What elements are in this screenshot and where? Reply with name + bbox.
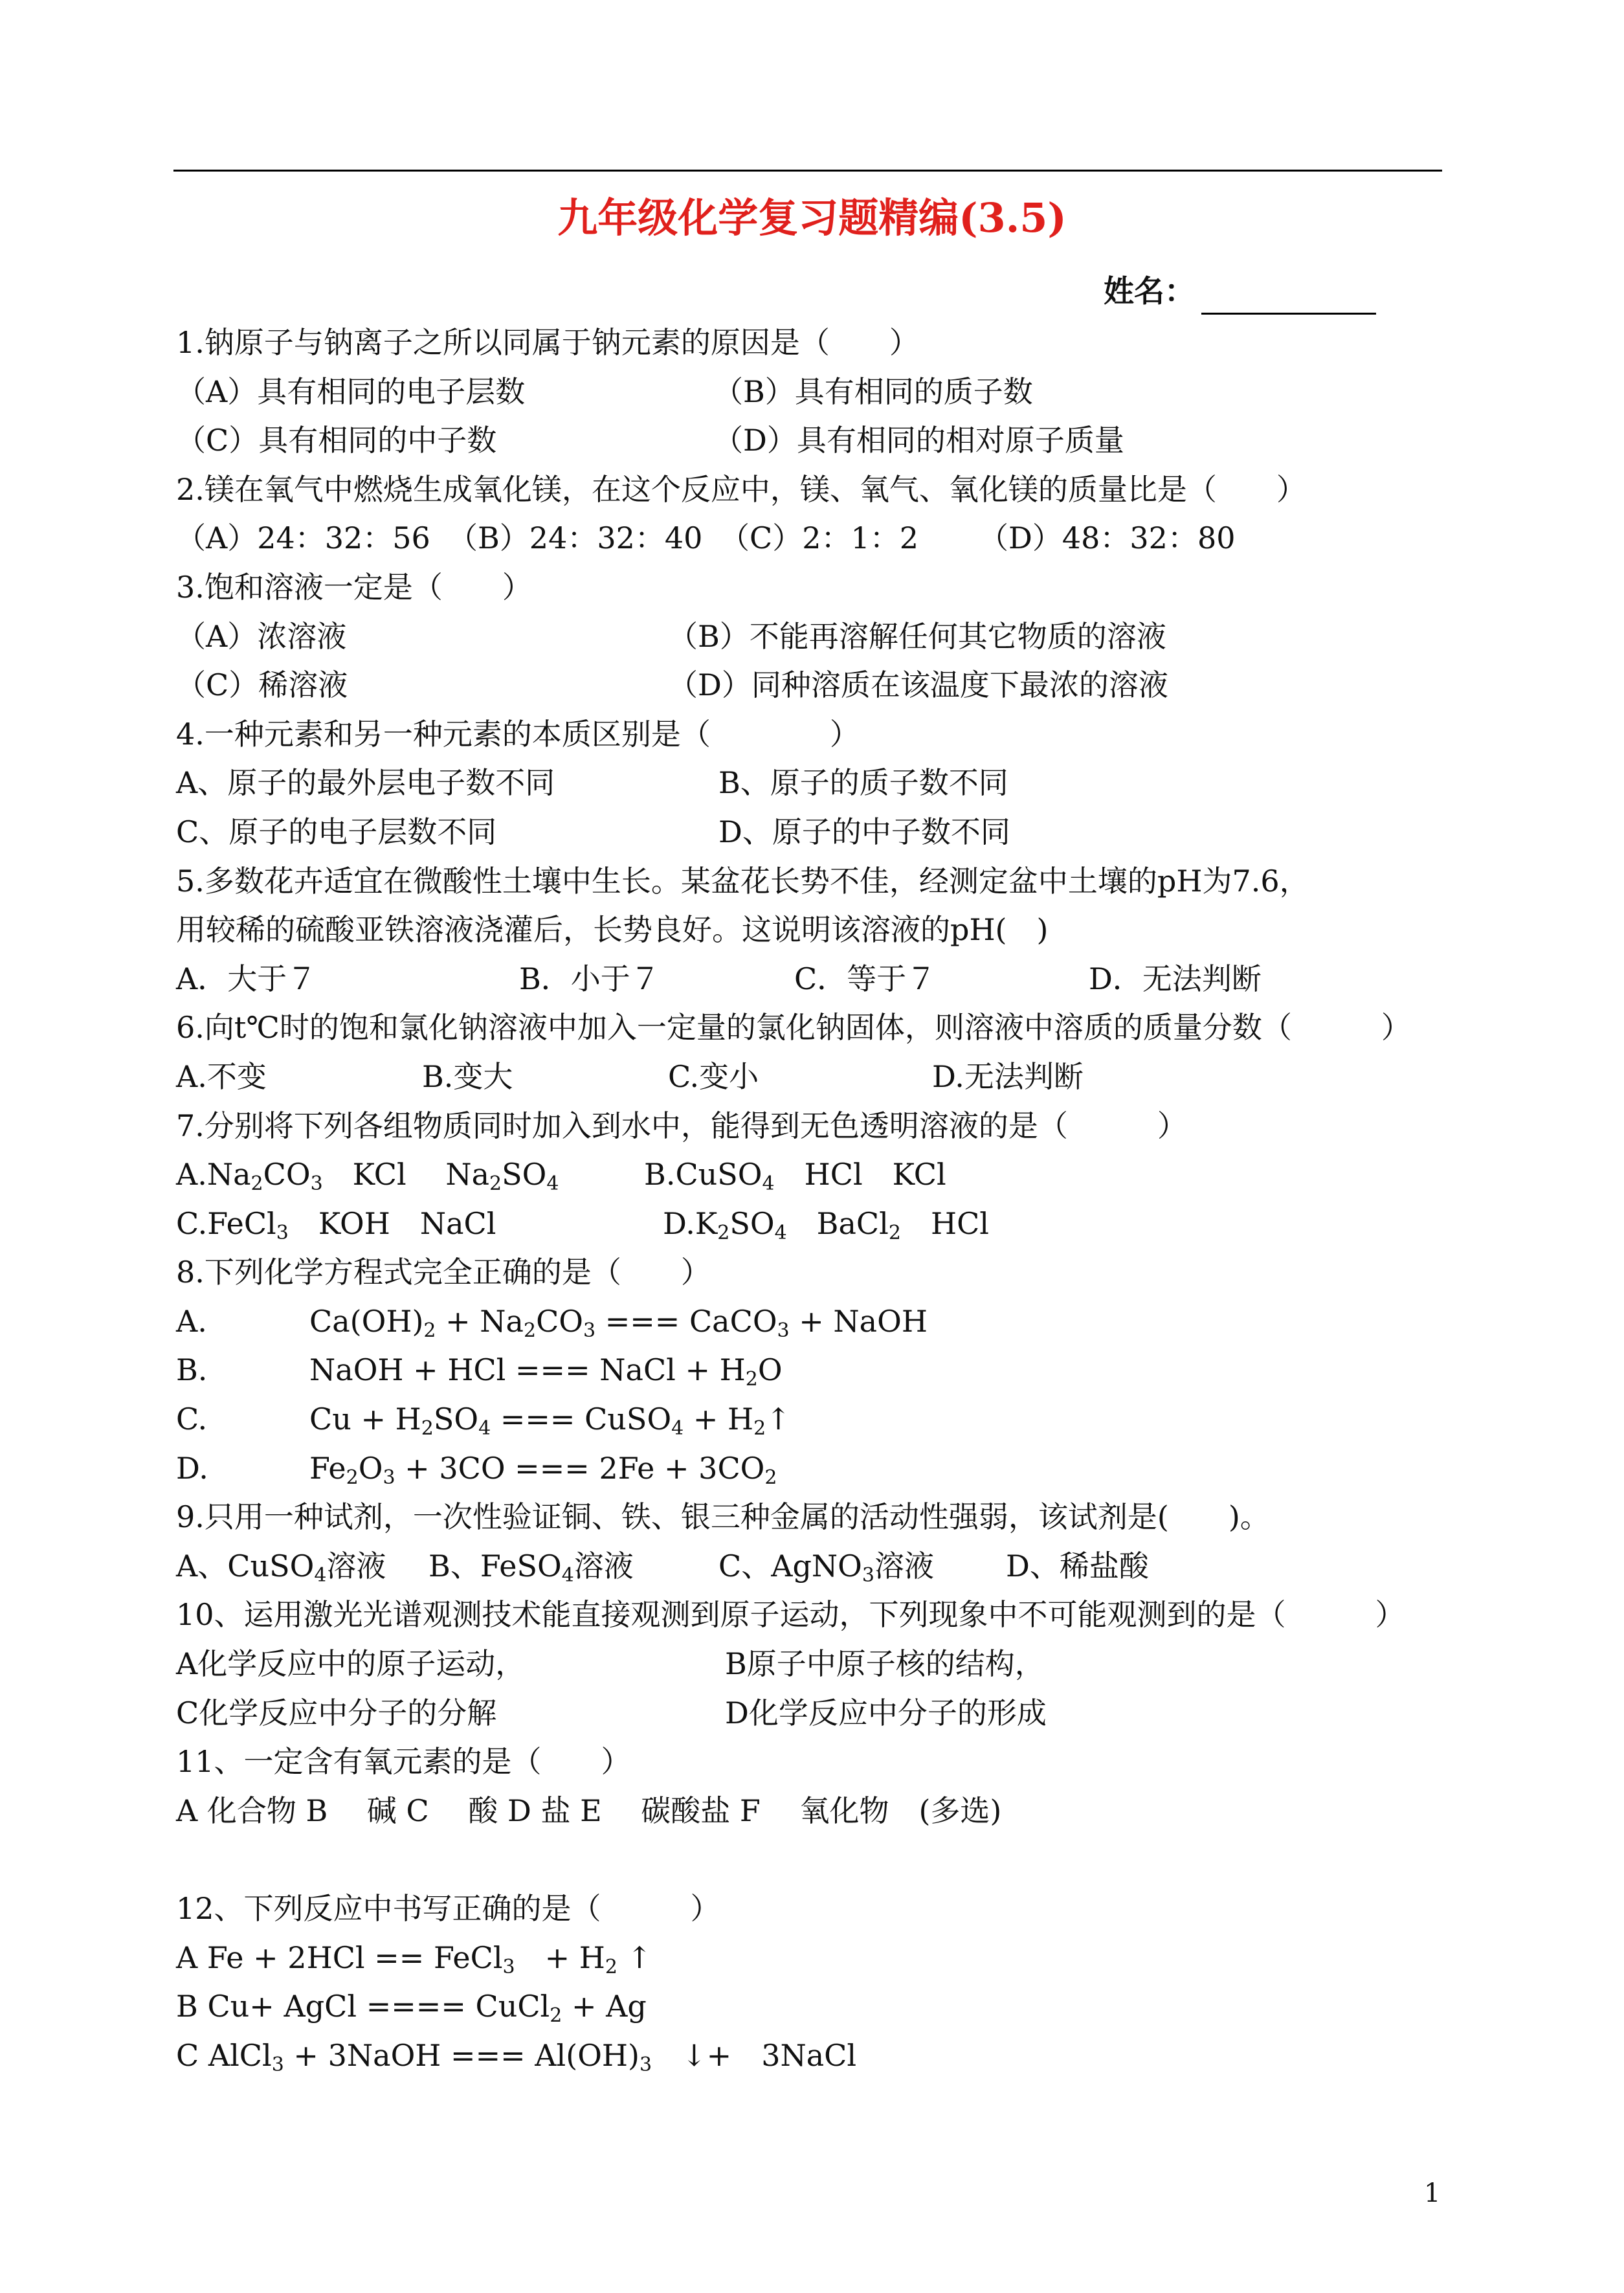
line-segment: B.变大 [422, 1058, 513, 1094]
text-line [176, 416, 1471, 465]
text-line [176, 1689, 1471, 1738]
name-label: 姓名： [1104, 274, 1195, 309]
text-line [176, 563, 1471, 612]
line-segment: A Fe + 2HCl == FeCl$_3$ + $H_2$ ↑ [176, 1940, 652, 1978]
text-line [176, 1053, 1471, 1102]
text-line [176, 906, 1471, 955]
line-segment: A、CuSO$_4$溶液 [176, 1548, 386, 1587]
line-segment: C.变小 [668, 1058, 759, 1094]
line-segment: B.CuSO$_4$ HCl KCl [644, 1157, 946, 1196]
line-segment: 用较稀的硫酸亚铁溶液浇灌后，长势良好。这说明该溶液的pH( ) [176, 912, 1049, 948]
text-line [176, 514, 1471, 563]
line-segment: （B）具有相同的质子数 [713, 374, 1033, 409]
line-segment: C．等于７ [794, 961, 937, 996]
text-line [176, 759, 1471, 808]
line-segment: C、原子的电子层数不同 [176, 814, 497, 849]
line-segment: A.不变 [176, 1058, 267, 1094]
line-segment: 2.镁在氧气中燃烧生成氧化镁，在这个反应中，镁、氧气、氧化镁的质量比是（ ） [176, 471, 1306, 507]
text-line [176, 1003, 1471, 1053]
text-line [176, 1395, 1471, 1444]
text-line [176, 1640, 1471, 1689]
line-segment: （D）同种溶质在该温度下最浓的溶液 [668, 667, 1168, 703]
text-line [176, 955, 1471, 1004]
line-segment: （D）具有相同的相对原子质量 [713, 423, 1124, 458]
text-line [176, 1787, 1471, 1836]
line-segment: B．小于７ [519, 961, 660, 996]
line-segment: D.无法判断 [932, 1058, 1084, 1094]
line-segment: （A）24：32：56 [176, 520, 430, 556]
text-line [176, 1885, 1471, 1934]
text-line [176, 1542, 1471, 1591]
line-segment: 12、下列反应中书写正确的是（ ） [176, 1891, 720, 1926]
text-line [176, 857, 1471, 906]
line-segment: A、原子的最外层电子数不同 [176, 765, 555, 801]
page-number: 1 [1424, 2178, 1441, 2208]
line-segment: 10、运用激光光谱观测技术能直接观测到原子运动，下列现象中不可能观测到的是（ ） [176, 1597, 1405, 1633]
line-segment: C AlCl$_3$ + 3NaOH === $Al(OH)_3$ ↓+ 3NaCl [176, 2037, 857, 2076]
line-segment: （A）浓溶液 [176, 618, 347, 654]
line-segment: 1.钠原子与钠离子之所以同属于钠元素的原因是（ ） [176, 325, 919, 360]
text-line [176, 319, 1471, 368]
line-segment: A 化合物 B 碱 C 酸 D 盐 E 碳酸盐 F 氧化物 (多选) [176, 1793, 1002, 1828]
text-line [176, 1444, 1471, 1493]
text-line [176, 1738, 1471, 1787]
text-line [176, 1102, 1471, 1151]
line-segment: 5.多数花卉适宜在微酸性土壤中生长。某盆花长势不佳，经测定盆中土壤的pH为7.6， [176, 863, 1309, 899]
line-segment: D、原子的中子数不同 [718, 814, 1010, 849]
line-segment: B. [176, 1352, 208, 1388]
line-segment: NaOH + HCl === NaCl + $H_2O$ [309, 1352, 783, 1391]
text-line [176, 1835, 1471, 1885]
text-line [176, 1200, 1471, 1249]
line-segment: B、FeSO$_4$溶液 [428, 1548, 634, 1587]
text-line [176, 1248, 1471, 1297]
line-segment: C化学反应中分子的分解 [176, 1695, 497, 1730]
text-line [176, 368, 1471, 417]
line-segment: $Cu + H_2SO_4$ === CuSO$_4$ + $H_2↑$ [309, 1402, 791, 1440]
question-list [176, 319, 1471, 2080]
text-line [176, 1982, 1471, 2031]
text-line [176, 1934, 1471, 1983]
line-segment: B、原子的质子数不同 [718, 765, 1008, 801]
text-line [176, 808, 1471, 857]
line-segment: （D）48：32：80 [979, 520, 1236, 556]
line-segment: （B）不能再溶解任何其它物质的溶液 [668, 618, 1166, 654]
text-line [176, 1150, 1471, 1200]
text-line [176, 1297, 1471, 1347]
text-line [176, 1346, 1471, 1395]
text-line [176, 465, 1471, 515]
line-segment: $Ca(OH)_2 + Na_2CO_3$ === CaCO$_3$ + NaOH [309, 1303, 928, 1342]
line-segment: B原子中原子核的结构， [725, 1646, 1045, 1682]
text-line [176, 1591, 1471, 1640]
line-segment: （A）具有相同的电子层数 [176, 374, 526, 409]
line-segment: 8.下列化学方程式完全正确的是（ ） [176, 1255, 711, 1290]
text-line [176, 661, 1471, 710]
line-segment: D、稀盐酸 [1006, 1548, 1149, 1583]
page-title: 九年级化学复习题精编(3.5) [557, 194, 1067, 241]
line-segment: $D.K_2SO_4$ BaCl$_2$ HCl [663, 1205, 989, 1244]
line-segment: C. [176, 1402, 208, 1437]
line-segment: A．大于７ [176, 961, 317, 996]
line-segment: 11、一定含有氧元素的是（ ） [176, 1744, 631, 1780]
line-segment: （C）具有相同的中子数 [176, 423, 497, 458]
text-line [176, 1493, 1471, 1542]
line-segment: （C）稀溶液 [176, 667, 348, 703]
text-line [176, 2031, 1471, 2081]
text-line [176, 710, 1471, 759]
text-line [176, 612, 1471, 662]
line-segment: 3.饱和溶液一定是（ ） [176, 569, 532, 605]
line-segment: D．无法判断 [1089, 961, 1262, 996]
line-segment: （C）2：1：2 [720, 520, 918, 556]
top-rule [173, 170, 1442, 172]
line-segment: 7.分别将下列各组物质同时加入到水中，能得到无色透明溶液的是（ ） [176, 1108, 1187, 1143]
line-segment: C.FeCl$_3$ KOH NaCl [176, 1205, 496, 1244]
name-field[interactable] [1104, 269, 1376, 315]
line-segment: B Cu+ AgCl ==== CuCl$_2$ + Ag [176, 1989, 647, 2028]
line-segment: D. [176, 1450, 208, 1486]
line-segment: （B）24：32：40 [448, 520, 703, 556]
line-segment: $Fe_2O_3 + 3CO$ === $2Fe + 3CO_2$ [309, 1450, 777, 1489]
line-segment: A化学反应中的原子运动， [176, 1646, 526, 1682]
line-segment: A. [176, 1303, 207, 1339]
line-segment: $A.Na_2CO_3$ KCl $Na_2SO_4$ [176, 1157, 559, 1196]
line-segment: 9.只用一种试剂，一次性验证铜、铁、银三种金属的活动性强弱，该试剂是( )。 [176, 1499, 1270, 1535]
line-segment: D化学反应中分子的形成 [725, 1695, 1047, 1730]
line-segment: 6.向t℃时的饱和氯化钠溶液中加入一定量的氯化钠固体，则溶液中溶质的质量分数（ ） [176, 1010, 1411, 1046]
name-blank-line[interactable] [1201, 279, 1376, 315]
line-segment: C、AgNO$_3$溶液 [718, 1548, 934, 1587]
line-segment: 4.一种元素和另一种元素的本质区别是（ ） [176, 716, 860, 752]
